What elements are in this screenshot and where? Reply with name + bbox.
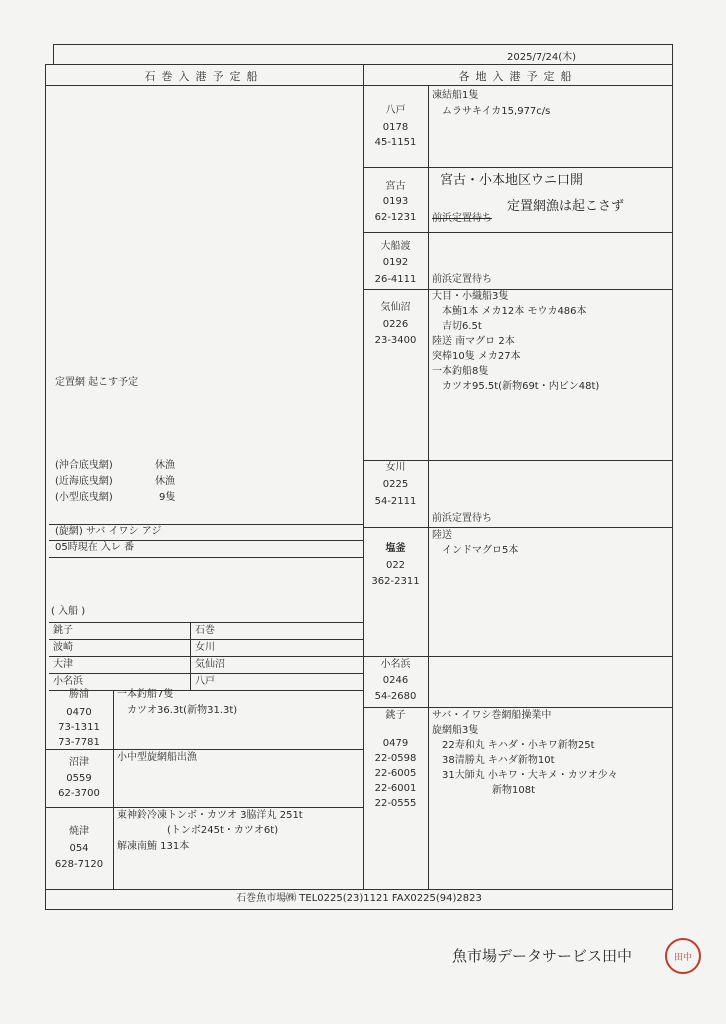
makiami-status: 05時現在 入レ 番 [55, 542, 135, 553]
numazu-tel2: 62-3700 [58, 788, 100, 799]
choshi-tel3: 22-6005 [374, 768, 417, 779]
kesennuma-port: 気仙沼 [380, 302, 411, 313]
shiogama-port: 塩釜 [385, 543, 406, 554]
border-bottom [45, 909, 673, 910]
rule-ofunato [363, 289, 673, 290]
yaizu-line-3: 解凍南鮪 131本 [117, 841, 190, 852]
left-header: 石巻入港予定船 [144, 70, 264, 83]
hachinohe-line-2: ムラサキイカ15,977c/s [432, 106, 551, 117]
katsuura-line-2: カツオ36.3t(新物31.3t) [117, 705, 238, 716]
port-from-2: 波崎 [53, 642, 73, 653]
kesennuma-line-7: カツオ95.5t(新物69t・内ビン48t) [432, 381, 600, 392]
port-to-1: 石巻 [195, 625, 215, 636]
kesennuma-tel1: 0226 [382, 319, 409, 330]
kesennuma-line-4: 陸送 南マグロ 2本 [432, 336, 515, 347]
choshi-line-5: 31大師丸 小キワ・大キメ・カツオ少々 [432, 770, 618, 781]
miyako-port: 宮古 [385, 181, 406, 192]
kesennuma-line-2: 本鮪1本 メカ12本 モウカ486本 [432, 306, 587, 317]
choshi-line-2: 旋網船3隻 [432, 725, 479, 736]
shiogama-tel2: 362-2311 [371, 576, 420, 587]
signature: 魚市場データサービス田中 [452, 947, 633, 965]
miyako-handwriting-2: 定置網漁は起こさず [507, 199, 625, 214]
miyako-line-1: 前浜定置待ち [432, 213, 492, 224]
katsuura-tel3: 73-7781 [58, 737, 100, 748]
trawl-value-2: 休漁 [155, 476, 175, 487]
port-from-4: 小名浜 [53, 676, 83, 687]
choshi-tel5: 22-0555 [374, 798, 417, 809]
kesennuma-line-3: 吉切6.5t [432, 321, 482, 332]
rule-onagawa [363, 527, 673, 528]
rule-ports-3 [49, 656, 363, 657]
yaizu-line-1: 東神鈴冷凍トンボ・カツオ 3脇洋丸 251t [117, 810, 303, 821]
katsuura-tel1: 0470 [66, 707, 92, 718]
numazu-line-1: 小中型旋網船出漁 [117, 752, 197, 763]
date-label: 2025/7/24(木) [507, 52, 577, 63]
choshi-line-1: サバ・イワシ巻網船操業中 [432, 710, 552, 721]
ofunato-tel1: 0192 [382, 257, 409, 268]
name-seal [665, 938, 701, 974]
kesennuma-tel2: 23-3400 [374, 335, 417, 346]
rule-ports-1 [49, 622, 363, 623]
numazu-tel1: 0559 [66, 773, 92, 784]
hachinohe-tel1: 0178 [382, 122, 409, 133]
choshi-line-4: 38清勝丸 キハダ新物10t [432, 755, 555, 766]
border-right [672, 44, 673, 910]
ofunato-line-1: 前浜定置待ち [432, 274, 492, 285]
katsuura-tel2: 73-1311 [58, 722, 100, 733]
choshi-line-3: 22寿和丸 キハダ・小キワ新物25t [432, 740, 595, 751]
ofunato-tel2: 26-4111 [374, 274, 417, 285]
katsuura-port: 勝浦 [69, 689, 89, 700]
trawl-value-3: 9隻 [159, 492, 176, 503]
makiami-text: (旋網) サバ イワシ アジ [55, 526, 162, 537]
right-header: 各地入港予定船 [458, 70, 578, 83]
yaizu-line-2: (トンボ245t・カツオ6t) [117, 825, 279, 836]
rule-under-date [45, 64, 673, 65]
yaizu-tel1: 054 [69, 843, 89, 854]
nyusen-label: ( 入船 ) [51, 606, 86, 617]
rule-hachinohe [363, 167, 673, 168]
ports-mid-divider [190, 622, 191, 690]
shiogama-line-2: インドマグロ5本 [432, 545, 519, 556]
hachinohe-port: 八戸 [385, 105, 406, 116]
onahama-tel1: 0246 [382, 675, 409, 686]
onagawa-tel1: 0225 [382, 479, 409, 490]
fax-form [45, 44, 673, 910]
border-top [53, 44, 673, 45]
rule-status-bottom [49, 557, 363, 558]
yaizu-port: 焼津 [69, 826, 89, 837]
rule-onahama [363, 707, 673, 708]
onagawa-line-1: 前浜定置待ち [432, 513, 492, 524]
border-left-top [53, 44, 54, 64]
rule-block-2 [45, 807, 363, 808]
katsuura-line-1: 一本釣船7隻 [117, 689, 174, 700]
hachinohe-line-1: 凍結船1隻 [432, 90, 479, 101]
numazu-port: 沼津 [69, 757, 89, 768]
trawl-name-2: (近海底曳網) [55, 476, 113, 487]
trawl-value-1: 休漁 [155, 460, 175, 471]
rule-ports-2 [49, 639, 363, 640]
port-from-3: 大津 [53, 659, 73, 670]
choshi-line-6: 新物108t [432, 785, 536, 796]
miyako-tel1: 0193 [382, 196, 409, 207]
port-from-1: 銚子 [53, 625, 73, 636]
choshi-tel2: 22-0598 [374, 753, 417, 764]
rule-footer-top [45, 889, 673, 890]
seal-text: 田中 [673, 953, 692, 963]
ofunato-port: 大船渡 [380, 241, 411, 252]
onahama-port: 小名浜 [380, 659, 411, 670]
port-to-2: 女川 [195, 642, 215, 653]
shiogama-line-1: 陸送 [432, 530, 452, 541]
teichi-text: 定置網 起こす予定 [55, 377, 139, 388]
choshi-tel4: 22-6001 [374, 783, 417, 794]
port-to-4: 八戸 [195, 676, 215, 687]
left-blocks-divider [113, 690, 114, 890]
miyako-tel2: 62-1231 [374, 212, 417, 223]
yaizu-tel2: 628-7120 [54, 859, 104, 870]
rule-shiogama [363, 656, 673, 657]
port-to-3: 気仙沼 [195, 659, 225, 670]
rule-under-headers [45, 85, 673, 86]
rule-ports-4 [49, 673, 363, 674]
miyako-handwriting-1: 宮古・小本地区ウニ口開 [440, 173, 584, 188]
right-port-divider [428, 85, 429, 889]
onahama-tel2: 54-2680 [374, 691, 417, 702]
rule-miyako [363, 232, 673, 233]
shiogama-tel1: 022 [385, 560, 406, 571]
onagawa-port: 女川 [385, 462, 406, 473]
choshi-tel1: 0479 [382, 738, 409, 749]
onagawa-tel2: 54-2111 [374, 496, 417, 507]
trawl-name-3: (小型底曳網) [55, 492, 113, 503]
hachinohe-tel2: 45-1151 [374, 137, 417, 148]
kesennuma-line-5: 突棒10隻 メカ27本 [432, 351, 521, 362]
kesennuma-line-1: 大目・小織船3隻 [432, 291, 509, 302]
trawl-name-1: (沖合底曳網) [55, 460, 113, 471]
footer-contact: 石巻魚市場㈱ TEL0225(23)1121 FAX0225(94)2823 [236, 893, 482, 904]
choshi-port: 銚子 [385, 710, 406, 721]
kesennuma-line-6: 一本釣船8隻 [432, 366, 489, 377]
